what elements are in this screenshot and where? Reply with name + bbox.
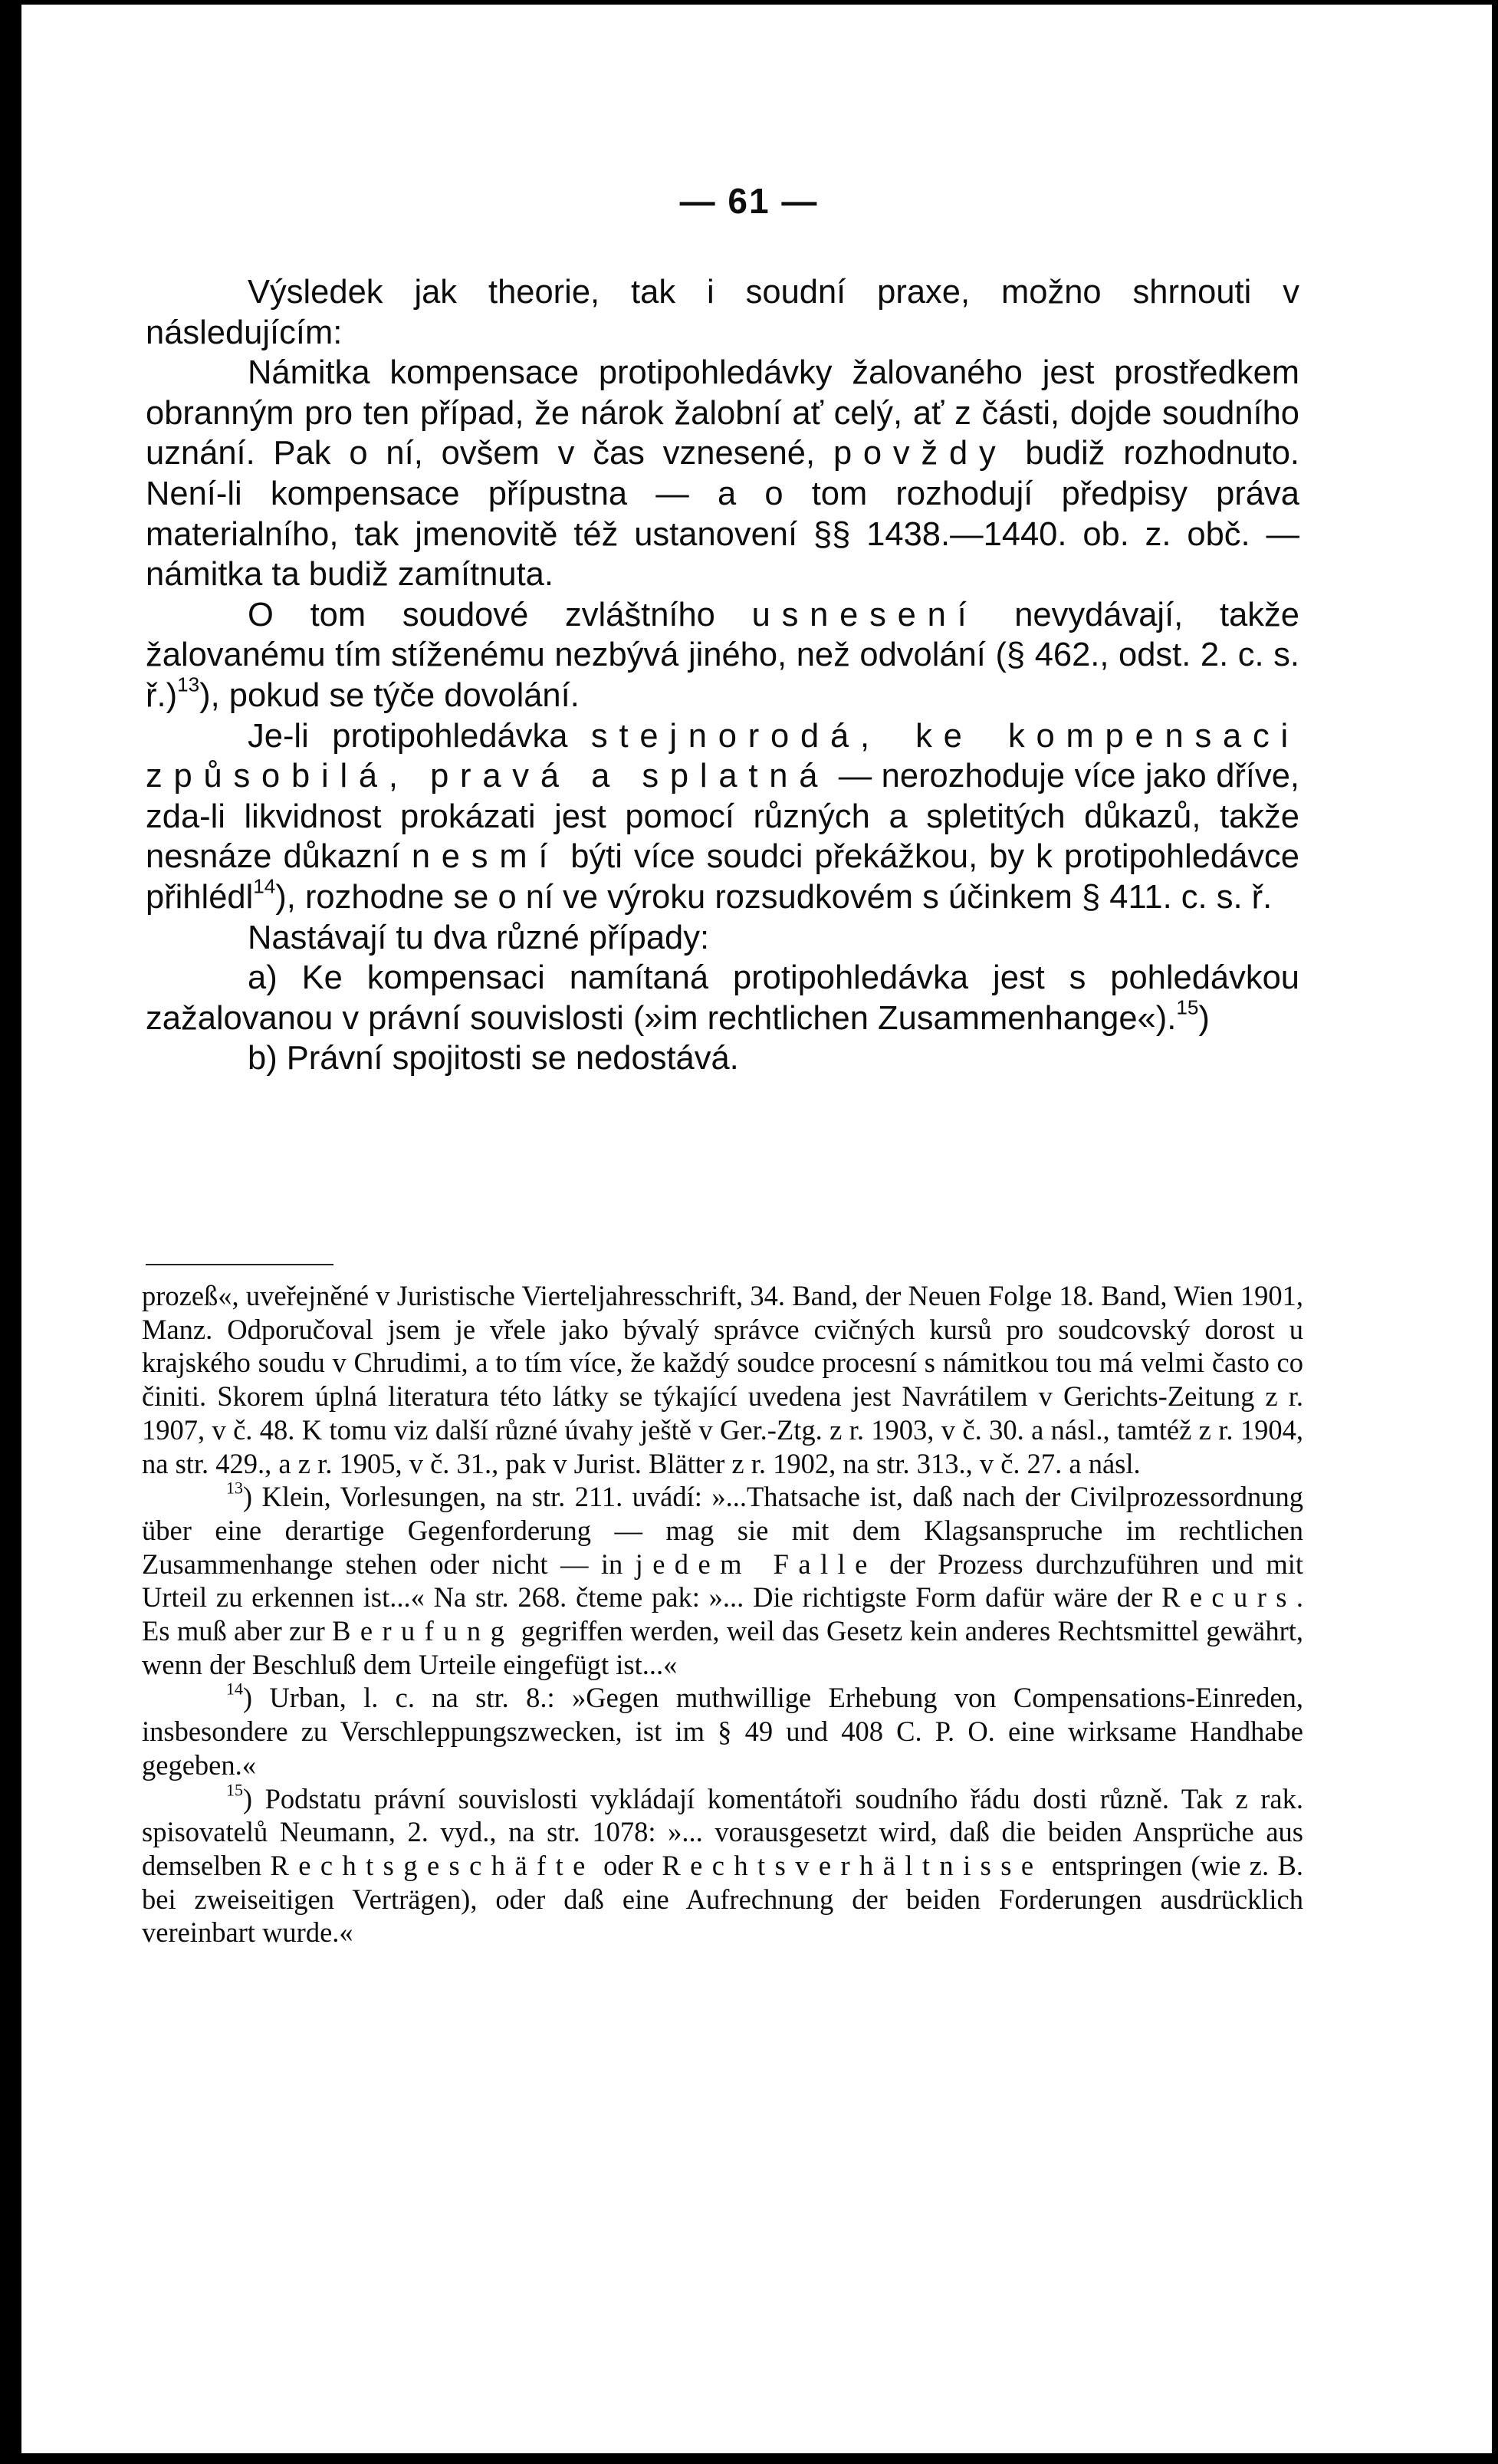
paragraph-two-cases: Nastávají tu dva různé případy: xyxy=(248,919,710,956)
spaced-emphasis: Rechtsgeschäfte xyxy=(270,1849,595,1881)
text-run: gegriffen werden, weil das Gesetz kein anderes Rechtsmittel gewährt, wenn der Beschluß dem Urteile eingefügt ist...« xyxy=(142,1615,1304,1680)
footnote-divider xyxy=(146,1264,333,1265)
page-number: — 61 — xyxy=(679,181,819,221)
text-run: Je-li protipohledávka xyxy=(248,717,568,755)
main-text xyxy=(146,272,1299,1079)
spaced-emphasis: stejnorodá, ke kompensaci způsobilá, pravá a splatná xyxy=(146,717,1299,795)
footnotes xyxy=(142,1279,1303,1949)
footnote-15 xyxy=(142,1782,1303,1950)
paragraph-summary-intro: Výsledek jak theorie, tak i soudní praxe, možno shrnouti v následujícím: xyxy=(146,274,1299,351)
spaced-emphasis: usnesení xyxy=(751,596,978,633)
text-run: a) Ke kompensaci namítaná protipohledávka jest s pohledávkou zažalovanou v právní souvislosti (»im rechtlichen Zusammenhange«). xyxy=(146,959,1299,1037)
text-run: entspringen (wie z. B. bei zweiseitigen Verträgen), oder daß eine Aufrechnung der beiden Forderungen ausdrücklich vereinbart wurde.« xyxy=(142,1849,1303,1949)
scan-border-right xyxy=(1492,0,1498,2464)
list-item-b: b) Právní spojitosti se nedostává. xyxy=(248,1040,739,1077)
footnote-mark: 14 xyxy=(226,1679,243,1699)
text-run: . Es muß aber zur xyxy=(142,1581,1304,1647)
spaced-emphasis: povždy xyxy=(833,435,1007,472)
spaced-emphasis: Berufung xyxy=(332,1615,514,1647)
text-run: ), rozhodne se o ní ve výroku rozsudkovém s účinkem § 411. c. s. ř. xyxy=(275,878,1273,916)
spaced-emphasis: nesmí xyxy=(411,838,560,876)
footnote-14 xyxy=(142,1681,1303,1781)
paragraph-counterclaim-conditions xyxy=(146,716,1299,918)
spaced-emphasis: Rechtsverhältnisse xyxy=(662,1849,1043,1881)
footnote-mark: 13 xyxy=(226,1478,243,1498)
text-run: ) Urban, l. c. na str. 8.: »Gegen muthwillige Erhebung von Compensations-Einreden, insbesondere zu Verschleppungszwecken, ist im § 49 und 408 C. P. O. eine wirksame Handhabe gegeben.« xyxy=(142,1682,1303,1781)
text-run: O tom soudové zvláštního xyxy=(248,596,715,633)
footnote-ref-15: 15 xyxy=(1176,995,1199,1019)
text-run: ), pokud se týče dovolání. xyxy=(199,676,580,714)
spaced-emphasis: Recurs xyxy=(1161,1581,1296,1614)
text-run: — nerozhoduje více jako dříve, zda-li likvidnost prokázati jest pomocí různých a spletitých důkazů, takže nesnáze důkazní xyxy=(146,758,1299,876)
footnote-mark: 15 xyxy=(226,1780,243,1800)
text-run: Námitka kompensace protipohledávky žalovaného jest prostředkem obranným pro ten případ, že nárok žalobní ať celý, ať z části, dojde soudního uznání. Pak o ní, ovšem v čas vznesené, xyxy=(146,354,1299,472)
list-item-a xyxy=(146,958,1299,1038)
scan-border-top xyxy=(0,0,1498,5)
text-run: der Prozess durchzuführen und mit Urteil zu erkennen ist...« Na str. 268. čteme pak: »... Die richtigste Form dafür wäre der xyxy=(142,1548,1303,1614)
footnote-ref-14: 14 xyxy=(253,874,276,898)
footnote-13 xyxy=(142,1480,1303,1681)
spaced-emphasis: jedem Falle xyxy=(635,1548,877,1580)
text-run: oder xyxy=(603,1849,654,1881)
footnote-continuation: prozeß«, uveřejněné v Juristische Vierteljahresschrift, 34. Band, der Neuen Folge 18. Band, Wien 1901, Manz. Odporučoval jsem je vřele jako bývalý správce cvičných kursů pro soudcovský dorost u krajského soudu v Chrudimi, a to tím více, že každý soudce procesní s námitkou tou má velmi často co činiti. Skorem úplná literatura této látky se týkající uvedena jest Navrátilem v Gerichts-Zeitung z r. 1907, v č. 48. K tomu viz další různé úvahy ještě v Ger.-Ztg. z r. 1903, v č. 30. a násl., tamtéž z r. 1904, na str. 429., a z r. 1905, v č. 31., pak v Jurist. Blätter z r. 1902, na str. 313., v č. 27. a násl. xyxy=(142,1280,1303,1479)
text-run: býti více soudci překážkou, by k protipohledávce přihlédl xyxy=(146,838,1299,916)
paragraph-compensation-defense xyxy=(146,353,1299,595)
scan-border-bottom xyxy=(0,2453,1498,2464)
text-run: ) xyxy=(1198,999,1210,1037)
footnote-ref-13: 13 xyxy=(177,673,200,696)
paragraph-court-resolution xyxy=(146,595,1299,716)
text-run: ) Klein, Vorlesungen, na str. 211. uvádí: »...Thatsache ist, daß nach der Civilprozessordnung über eine derartige Gegenforderung — mag sie mit dem Klagsanspruche im rechtlichen Zusammenhange stehen oder nicht — in xyxy=(142,1481,1303,1580)
text-run: budiž rozhodnuto. Není-li kompensace přípustna — a o tom rozhodují předpisy práva materialního, tak jmenovitě též ustanovení §§ 1438.—1440. ob. z. obč. — námitka ta budiž zamítnuta. xyxy=(146,435,1299,594)
scan-border-left xyxy=(0,0,21,2464)
text-run: ) Podstatu právní souvislosti vykládají komentátoři soudního řádu dosti různě. Tak z rak. spisovatelů Neumann, 2. vyd., na str. 1078: »... vorausgesetzt wird, daß die beiden Ansprüche aus demselben xyxy=(142,1782,1303,1881)
text-run: nevydávají, takže žalovanému tím stíženému nezbývá jiného, než odvolání (§ 462., odst. 2. c. s. ř.) xyxy=(146,596,1299,714)
